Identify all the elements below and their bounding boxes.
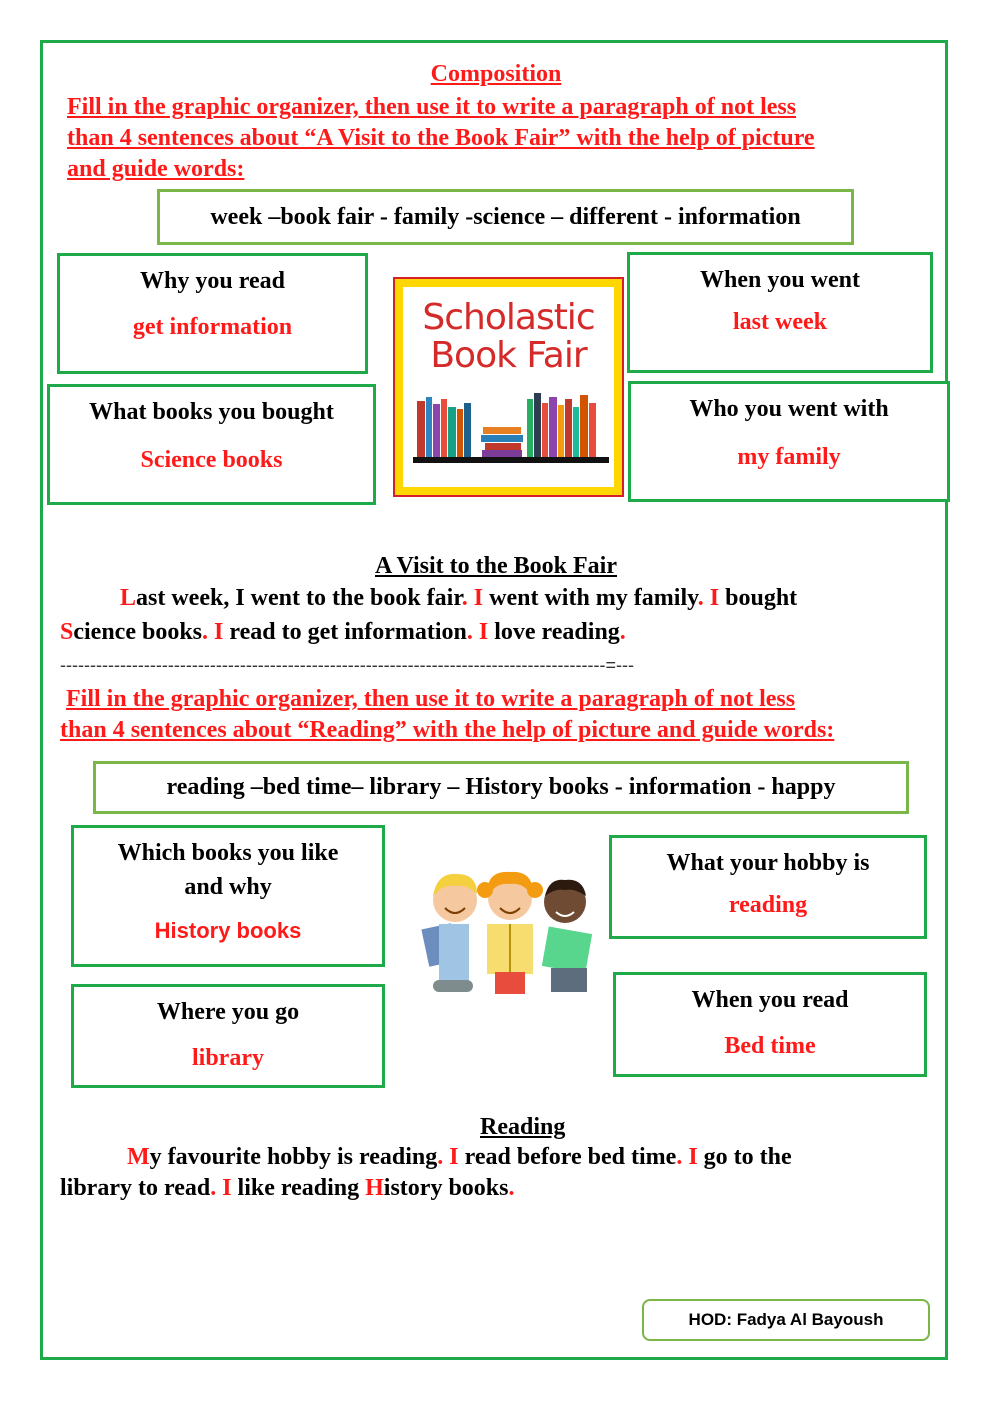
box-when-you-read: When you read Bed time [613, 972, 927, 1077]
kids-reading-icon [415, 862, 607, 1002]
composition-heading: Composition [430, 61, 562, 87]
box-where-you-go: Where you go library [71, 984, 385, 1088]
box-why-you-read: Why you read get information [57, 253, 368, 374]
box-who-you-went-with: Who you went with my family [628, 381, 950, 502]
separator: -------------------------------------------------------------------------------------------=--- [60, 655, 634, 675]
instruction-1: Fill in the graphic organizer, then use it to write a paragraph of not less than 4 sentences about “A Visit to the Book Fair” with the help of picture and guide words: [67, 94, 815, 182]
guide-words-1: week –book fair - family -science – different - information [210, 203, 801, 230]
box-what-books: What books you bought Science books [47, 384, 376, 505]
guide-words-box-2 [93, 761, 909, 814]
paragraph-title-1: A Visit to the Book Fair [374, 553, 617, 579]
book-fair-image: Scholastic Book Fair [393, 277, 624, 497]
instruction-2: Fill in the graphic organizer, then use it to write a paragraph of not less than 4 sentences about “Reading” with the help of picture and guide words: [60, 686, 835, 743]
paragraph-title-2: Reading [480, 1114, 566, 1140]
paragraph-2: My favourite hobby is reading. I read before bed time. I go to the library to read. I like reading History books. [60, 1144, 792, 1201]
bookshelf-icon [403, 379, 616, 489]
hod-label: HOD: Fadya Al Bayoush [688, 1310, 884, 1329]
guide-words-box-1 [157, 189, 854, 245]
guide-words-2: reading –bed time– library – History books - information - happy [166, 774, 836, 800]
box-when-you-went: When you went last week [627, 252, 933, 373]
paragraph-1: Last week, I went to the book fair. I went with my family. I bought Science books. I read to get information. I love reading. [60, 585, 798, 645]
box-hobby: What your hobby is reading [609, 835, 927, 939]
hod-signature-box [642, 1299, 930, 1341]
box-which-books: Which books you like and why History books [71, 825, 385, 967]
